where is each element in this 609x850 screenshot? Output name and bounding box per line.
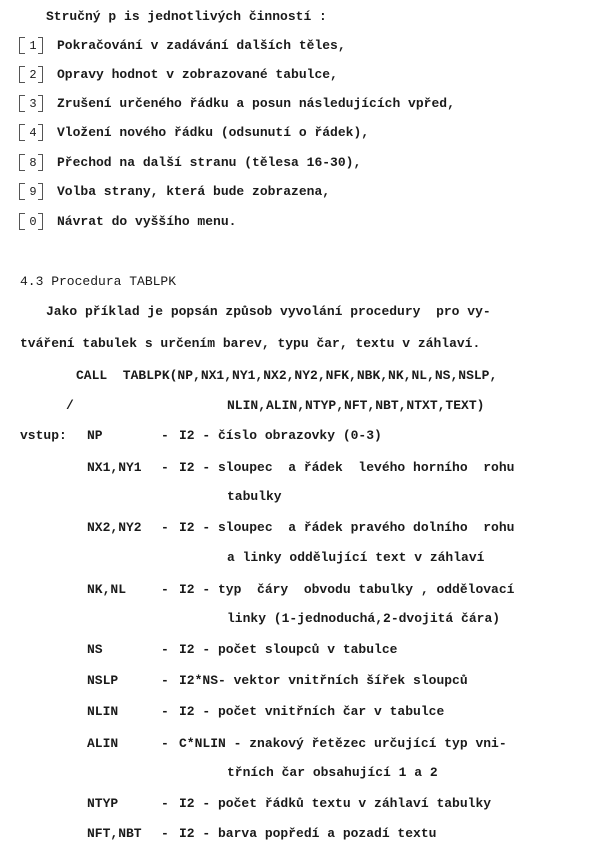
call-statement-line: NLIN,ALIN,NTYP,NFT,NBT,NTXT,TEXT): [227, 398, 485, 413]
param-name: NX2,NY2: [87, 520, 142, 535]
param-dash: -: [161, 704, 169, 719]
param-description: I2 - číslo obrazovky (0-3): [179, 428, 382, 443]
key-item-label: Přechod na další stranu (tělesa 16-30),: [57, 155, 362, 170]
param-dash: -: [161, 826, 169, 841]
param-description-continued: tabulky: [227, 489, 282, 504]
key-badge-3: 3: [19, 95, 47, 112]
call-statement-line: CALL TABLPK(NP,NX1,NY1,NX2,NY2,NFK,NBK,NK,NL,NS,NSLP,: [76, 368, 498, 383]
intro-line: Jako příklad je popsán způsob vyvolání procedury pro vy-: [46, 304, 491, 319]
param-dash: -: [161, 582, 169, 597]
param-dash: -: [161, 460, 169, 475]
key-item-label: Zrušení určeného řádku a posun následujících vpřed,: [57, 96, 455, 111]
param-description: I2 - sloupec a řádek levého horního rohu: [179, 460, 515, 475]
param-description: I2 - počet vnitřních čar v tabulce: [179, 704, 445, 719]
continuation-mark: /: [66, 398, 74, 413]
param-name: ALIN: [87, 736, 119, 751]
key-item-label: Vložení nového řádku (odsunutí o řádek),: [57, 125, 370, 140]
param-name: NK,NL: [87, 582, 127, 597]
key-badge-4: 4: [19, 124, 47, 141]
input-label: vstup:: [20, 428, 67, 443]
param-description: C*NLIN - znakový řetězec určující typ vni-: [179, 736, 507, 751]
param-name: NLIN: [87, 704, 119, 719]
param-dash: -: [161, 642, 169, 657]
param-dash: -: [161, 736, 169, 751]
key-item-label: Volba strany, která bude zobrazena,: [57, 184, 331, 199]
intro-line: tváření tabulek s určením barev, typu čar, textu v záhlaví.: [20, 336, 481, 351]
param-name: NX1,NY1: [87, 460, 142, 475]
param-name: NS: [87, 642, 103, 657]
param-description: I2 - typ čáry obvodu tabulky , oddělovací: [179, 582, 515, 597]
param-name: NP: [87, 428, 103, 443]
param-dash: -: [161, 520, 169, 535]
param-name: NFT,NBT: [87, 826, 142, 841]
key-badge-8: 8: [19, 154, 47, 171]
key-badge-9: 9: [19, 183, 47, 200]
param-description: I2*NS- vektor vnitřních šířek sloupců: [179, 673, 468, 688]
key-badge-1: 1: [19, 37, 47, 54]
param-description: I2 - sloupec a řádek pravého dolního rohu: [179, 520, 515, 535]
key-badge-0: 0: [19, 213, 47, 230]
param-description-continued: třních čar obsahující 1 a 2: [227, 765, 438, 780]
param-name: NSLP: [87, 673, 119, 688]
param-dash: -: [161, 796, 169, 811]
key-badge-2: 2: [19, 66, 47, 83]
param-description: I2 - počet řádků textu v záhlaví tabulky: [179, 796, 492, 811]
key-item-label: Návrat do vyššího menu.: [57, 214, 237, 229]
param-dash: -: [161, 673, 169, 688]
param-dash: -: [161, 428, 169, 443]
section-heading: 4.3 Procedura TABLPK: [20, 274, 177, 289]
param-description-continued: linky (1-jednoduchá,2-dvojitá čára): [227, 611, 501, 626]
param-description-continued: a linky oddělující text v záhlaví: [227, 550, 485, 565]
key-item-label: Pokračování v zadávání dalších těles,: [57, 38, 346, 53]
param-name: NTYP: [87, 796, 119, 811]
param-description: I2 - barva popředí a pozadí textu: [179, 826, 437, 841]
key-item-label: Opravy hodnot v zobrazované tabulce,: [57, 67, 338, 82]
summary-title: Stručný p is jednotlivých činností :: [46, 9, 327, 24]
param-description: I2 - počet sloupců v tabulce: [179, 642, 398, 657]
